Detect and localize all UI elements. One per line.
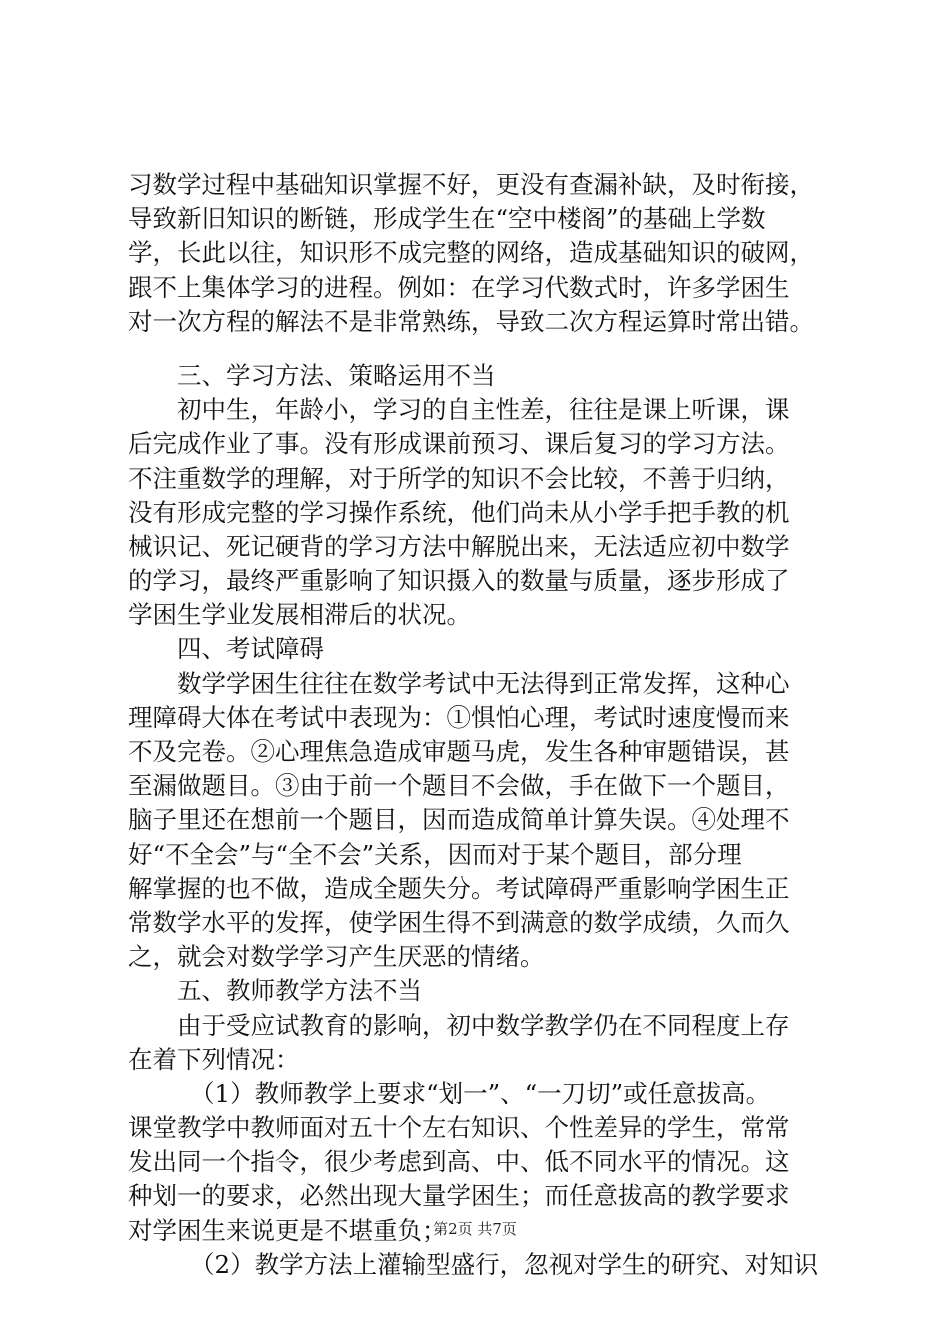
body-text-line: 发出同一个指令，很少考虑到高、中、低不同水平的情况。这 (128, 1147, 790, 1177)
body-text-line: 对一次方程的解法不是非常熟练，导致二次方程运算时常出错。 (128, 306, 814, 336)
page-footer: 第2页 共7页 (433, 1220, 517, 1238)
body-text-line: 课堂教学中教师面对五十个左右知识、个性差异的学生，常常 (128, 1113, 790, 1143)
body-text-line: 初中生，年龄小，学习的自主性差，往往是课上听课，课 (177, 395, 790, 425)
body-text-line: 对学困生来说更是不堪重负； (128, 1215, 447, 1245)
body-text-line: 不注重数学的理解，对于所学的知识不会比较，不善于归纳， (128, 463, 790, 493)
body-text-line: 不及完卷。②心理焦急造成审题马虎，发生各种审题错误，甚 (128, 737, 790, 766)
body-text-line: 好“不全会”与“全不会”关系，因而对于某个题目，部分理 (128, 839, 742, 869)
section-heading: 三、学习方法、策略运用不当 (177, 360, 496, 390)
body-text-line: 之，就会对数学学习产生厌恶的情绪。 (128, 942, 545, 972)
body-text-line: 的学习，最终严重影响了知识摄入的数量与质量，逐步形成了 (128, 566, 790, 596)
body-text-line: 解掌握的也不做，造成全题失分。考试障碍严重影响学困生正 (128, 873, 790, 903)
body-text-line: 学，长此以往，知识形不成完整的网络，造成基础知识的破网， (128, 238, 814, 268)
list-item-text: （2）教学方法上灌输型盛行，忽视对学生的研究、对知识 (190, 1249, 819, 1279)
body-text-line: 学困生学业发展相滞后的状况。 (128, 600, 471, 630)
body-text-line: 理障碍大体在考试中表现为：①惧怕心理，考试时速度慢而来 (128, 702, 790, 732)
body-text-line: 没有形成完整的学习操作系统，他们尚未从小学手把手教的机 (128, 497, 790, 527)
body-text-line: 至漏做题目。③由于前一个题目不会做，手在做下一个题目， (128, 771, 790, 801)
body-text-line: 跟不上集体学习的进程。例如：在学习代数式时，许多学困生 (128, 272, 790, 302)
section-heading: 五、教师教学方法不当 (177, 976, 422, 1006)
body-text-line: 数学学困生往往在数学考试中无法得到正常发挥，这种心 (177, 668, 790, 698)
body-text-line: 导致新旧知识的断链，形成学生在“空中楼阁”的基础上学数 (128, 204, 766, 234)
section-heading: 四、考试障碍 (177, 634, 324, 664)
document-body (128, 168, 838, 1282)
body-text-line: 种划一的要求，必然出现大量学困生；而任意拔高的教学要求 (128, 1181, 790, 1211)
body-text-line: 常数学水平的发挥，使学困生得不到满意的数学成绩，久而久 (128, 907, 790, 937)
list-item-text: （1）教师教学上要求“划一”、“一刀切”或任意拔高。 (190, 1078, 771, 1108)
paragraph-gap (128, 339, 838, 359)
body-text-line: 由于受应试教育的影响，初中数学教学仍在不同程度上存 (177, 1010, 790, 1040)
body-text-line: 习数学过程中基础知识掌握不好，更没有查漏补缺，及时衔接， (128, 170, 814, 199)
body-text-line: 在着下列情况： (128, 1044, 300, 1074)
body-text-line: 脑子里还在想前一个题目，因而造成简单计算失误。④处理不 (128, 805, 790, 835)
body-text-line: 后完成作业了事。没有形成课前预习、课后复习的学习方法。 (128, 429, 790, 459)
body-text-line: 械识记、死记硬背的学习方法中解脱出来，无法适应初中数学 (128, 531, 790, 561)
